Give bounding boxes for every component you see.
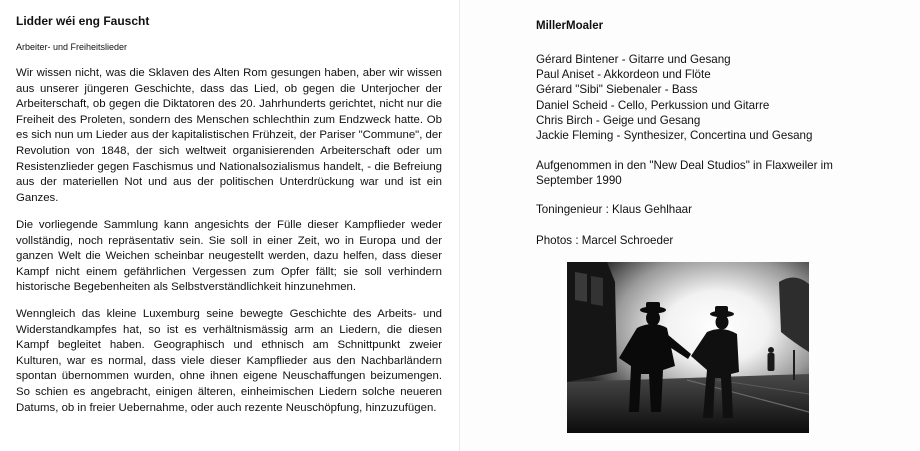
intro-paragraph-2: Die vorliegende Sammlung kann angesichts der Fülle dieser Kampflieder weder vollständig, noch repräsentativ sein. Sie soll in einer Zeit, wo in Europa und der ganzen Welt die Weichen scheinbar neugestellt werden, dazu helfen, dass dieser Kampf nicht einem gefährlichen Vergessen zum Opfer fällt; sie soll verhindern historische Begebenheiten als Selbstverständlichkeit hinzunehmen. <box>16 219 442 294</box>
engineer-credit: Toningenieur : Klaus Gehlhaar <box>536 203 692 216</box>
band-photo-image <box>567 262 809 433</box>
band-name: MillerMoaler <box>536 20 604 32</box>
intro-paragraph-1: Wir wissen nicht, was die Sklaven des Alten Rom gesungen haben, aber wir wissen aus unserer jüngeren Geschichte, dass das Lied, ob gegen die Unterjocher der Arbeiterschaft, ob gegen die Diktatoren des 20. Jahrhunderts gerichtet, nicht nur die Freiheit des Proleten, sondern des Menschen schlechthin zum Endzweck hatte. Ob es sich nun um Lieder aus der kapitalistischen Frühzeit, der Pariser "Commune", der Revolution von 1848, der sich weltweit organisierenden Arbeiterschaft oder um Resistenzlieder gegen Faschismus und Nationalsozialismus handelt, - die Befreiung aus der materiellen Not und aus der politischen Unterdrückung war und ist ein Ganzes. <box>16 67 442 204</box>
band-member: Gérard Bintener - Gitarre und Gesang <box>536 53 731 66</box>
band-members-list <box>536 52 812 143</box>
booklet-title: Lidder wéi eng Fauscht <box>16 14 150 28</box>
right-page <box>460 0 920 451</box>
band-member: Chris Birch - Geige und Gesang <box>536 113 701 127</box>
band-photo <box>567 262 809 433</box>
band-member: Jackie Fleming - Synthesizer, Concertina und Gesang <box>536 129 813 143</box>
band-member: Paul Aniset - Akkordeon und Flöte <box>536 68 711 82</box>
recording-credit: Aufgenommen in den "New Deal Studios" in Flaxweiler im September 1990 <box>536 159 833 188</box>
intro-paragraph-3: Wenngleich das kleine Luxemburg seine bewegte Geschichte des Arbeits- und Widerstandkampfes hat, so ist es verhältnismässig arm an Liedern, die diesen Kampf begleitet haben. Geographisch und ethnisch am Schnittpunkt zweier Kulturen, war es normal, dass viele dieser Kampflieder aus den Nachbarländern spontan übernommen wurden, ohne ihnen eigene Neuschaffungen beizumengen. So schien es angebracht, einigen älteren, einheimischen Liedern solche neueren Datums, ob in freier Uebernahme, oder auch rezente Neuschöpfung, hinzuzufügen. <box>16 308 442 414</box>
band-member: Gérard "Sibi" Siebenaler - Bass <box>536 83 698 97</box>
photo-credit: Photos : Marcel Schroeder <box>536 234 674 247</box>
booklet-subtitle: Arbeiter- und Freiheitslieder <box>16 42 128 52</box>
band-member: Daniel Scheid - Cello, Perkussion und Gitarre <box>536 98 770 112</box>
